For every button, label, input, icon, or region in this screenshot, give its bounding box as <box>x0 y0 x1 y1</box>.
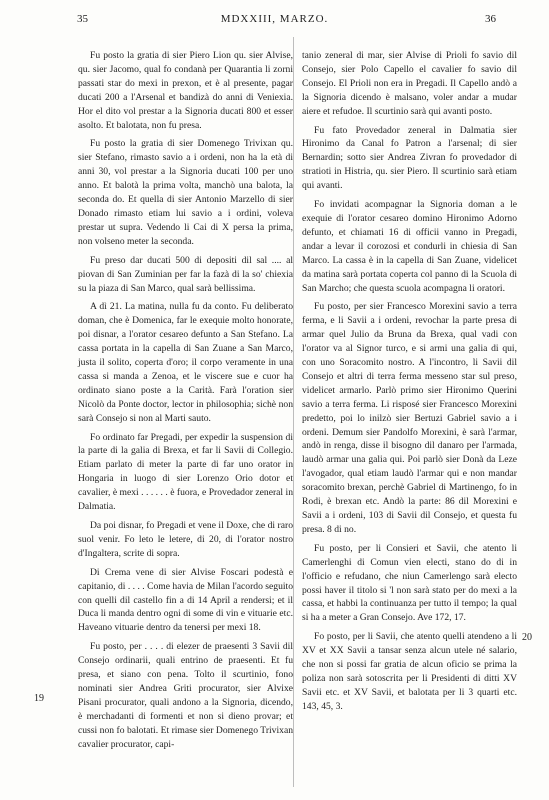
paragraph: Fu posto, per . . . . di elezer de praesenti 3 Savii dil Consejo ordinarii, quali entrino de praesenti. Et fu presa, et siano con pena. Tolto il scurtinio, fono nominati sier Andrea Griti procurator, sier Alvixe Pisani procurator, quali andono a la Signoria, dicendo, è merchadanti di formenti et non si dieno provar; et cussi non fo balotati. Et rimase sier Domenego Trivixan cavalier procurator, capi- <box>78 641 293 750</box>
paragraph: Fo ordinato far Pregadi, per expedir la suspension di la parte di la galia di Brexa, et far li Savii di Collegio. Etiam parlato di meter la parte di far uno orator in Hongaria in luogo di sier Lorenzo Orio dotor et cavalier, è mexi . . . . . . è fuora, e Provedador zeneral in Dalmatia. <box>78 431 293 513</box>
right-column <box>302 49 517 719</box>
paragraph: Fu posto la gratia di sier Piero Lion qu. sier Alvise, qu. sier Jacomo, qual fo condanà per Quarantia li zorni passati star do mexi in prexon, et è al presente, pagar ducati 200 a l'Arsenal et bandizà do anni di Veniexia. Hor el dito vol prestar a la Signoria ducati 800 et esser asolto. Et balotata, non fu presa. <box>78 50 293 131</box>
margin-number-left: 19 <box>34 693 44 704</box>
paragraph: Fu preso dar ducati 500 di depositi dil sal .... al piovan di San Zuminian per far la fazà di la so' chiexia su la piaza di San Marco, qual sarà bellissima. <box>78 254 293 294</box>
page-header <box>0 13 549 31</box>
paragraph: Di Crema vene di sier Alvise Foscari podestà e capitanio, di . . . . Come havia de Milan l'acordo seguito con quelli dil castello fin a di 14 April a rendersi; et il Duca li manda dentro ogni di some di vin e vituarie etc. Haveano vituarie dentro da tenersi per mexi 18. <box>78 566 293 634</box>
column-divider <box>293 37 294 787</box>
paragraph: Da poi disnar, fo Pregadi et vene il Doxe, che di raro suol venir. Fo leto le letere, di 20, di l'orator nostro d'Ingaltera, scrite di sopra. <box>78 520 293 559</box>
left-column <box>78 49 293 757</box>
paragraph: Fu posto, per sier Francesco Morexini savio a terra ferma, e li Savii a i ordeni, revochar la parte presa di armar quel Julio da Bruna da Brexa, qual vadi con l'orator va al Signor turco, e si armi una galia di qui, con uno Soracomito nostro. A l'incontro, li Savii dil Consejo et altri di terra ferma messeno star sul preso, videlicet armarlo. Parlò primo sier Hironimo Querini savio a terra ferma. Li risposé sier Francesco Morexini predetto, poi lo inilzò sier Bertuzi Gabriel savio a i ordeni. Demum sier Pandolfo Morexini, è sarà l'armar, andò in renga, disse il bisogno dil danaro per l'armada, laudò armar una galia qui. Poi parlò sier Donà da Leze l'avogador, qual etiam laudò l'armar qui e non mandar soracomito brexan, perchè Gabriel di Martinengo, fo in Rodi, è brexan etc. Andò la parte: 86 dil Morexini e Savii a i ordeni, 103 di Savii dil Consejo, et questa fu presa. 8 di no. <box>302 301 517 535</box>
page-number-left: 35 <box>77 13 88 25</box>
running-title: MDXXIII, MARZO. <box>220 13 329 25</box>
margin-number-right: 20 <box>522 632 532 643</box>
paragraph: tanio zeneral di mar, sier Alvise di Prioli fo savio dil Consejo, sier Polo Capello el cavalier fo savio dil Consejo. El Prioli non era in Pregadi. Il Capello andò a la Signoria dicendo è malsano, voler andar a mudar aiere et refudoe. Il scurtinio sarà qui avanti posto. <box>302 50 517 117</box>
paragraph: A dì 21. La matina, nulla fu da conto. Fu deliberato doman, che è Domenica, far le exequie molto honorate, poi disnar, a l'orator cesareo defunto a San Stefano. La cassa portata in la capella di San Zuane a San Marco, justa il solito, coperta d'oro; il corpo veramente in una cassa si manda a Zenoa, et le viscere sue e cuor ha ordinato siano poste a la Carità. Farà l'oration sier Nicolò da Ponte doctor, lector in philosophia; sichè non sarà Consejo si non al Marti sauto. <box>78 301 293 424</box>
paragraph: Fo invidati acompagnar la Signoria doman a le exequie di l'orator cesareo domino Hironimo Adorno defunto, et chiamati 16 di officii vanno in Pregadi, andar a levar il corozosi et condurli in chiesia di San Marco. La cassa è in la capella di San Zuane, videlicet da matina sarà portata coperta col panno di la Scuola di San Marcho; che questa scuola acompagna li oratori. <box>302 199 517 294</box>
paragraph: Fu fato Provedador zeneral in Dalmatia sier Hironimo da Canal fo Patron a l'arsenal; di sier Bernardin; sotto sier Andrea Zivran fo provedador di stratioti in Histria, qu. sier Piero. Il scurtinio sarà etiam qui avanti. <box>302 124 517 192</box>
paragraph: Fu posto, per li Consieri et Savii, che atento li Camerlenghi di Comun vien electi, stano do di in l'officio e refudano, che niun Camerlengo sarà electo possi haver il titolo si 'l non sarà stato per do mexi a la cassa, et habbi la continuanza per tutto il tempo; la qual si ha a meter a Gran Consejo. Ave 172, 17. <box>302 542 517 624</box>
page-number-right: 36 <box>485 13 496 25</box>
paragraph: Fo posto, per li Savii, che atento quelli atendeno a li XV et XX Savii a tansar senza alcun utele né salario, che non si possi far gratia de alcun oficio se prima la poliza non sarà sotoscrita per li Presidenti di ditti XV Savii etc. et XV Savii, et balotata per li 3 quarti etc. 143, 45, 3. <box>302 631 517 712</box>
paragraph: Fu posto la gratia di sier Domenego Trivixan qu. sier Stefano, rimasto savio a i ordeni, non ha la età di anni 30, vol prestar a la Signoria ducati 100 per uno anno. Et balotà la prima volta, manchò una balota, la seconda do. Et quella di sier Antonio Marzello di sier Donado rimasto etiam lui savio a i ordini, voleva prestar ut supra. Vedendo li Cai di X persa la prima, non volseno meter la seconda. <box>78 138 293 247</box>
